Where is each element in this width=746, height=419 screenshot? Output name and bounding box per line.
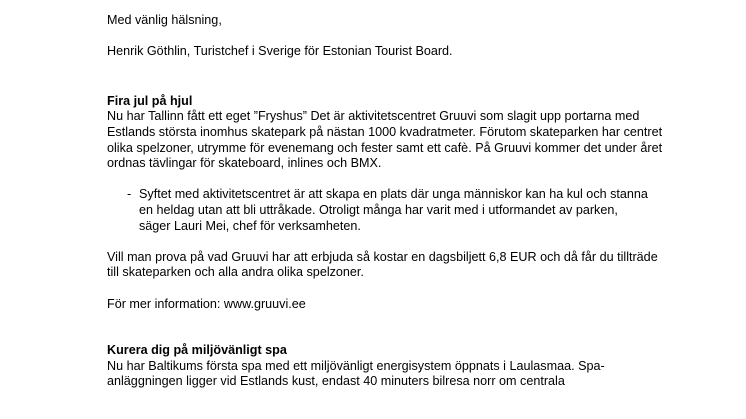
quote-bullet (107, 187, 649, 234)
signature-line: Henrik Göthlin, Turistchef i Sverige för Estonian Tourist Board. (107, 44, 453, 59)
section-heading-kurera: Kurera dig på miljövänligt spa (107, 343, 287, 358)
bullet-dash: - (127, 187, 132, 202)
section1-paragraph-2: Vill man prova på vad Gruuvi har att erbjuda så kostar en dagsbiljett 6,8 EUR och då får du tillträde till skateparken och alla andra olika spelzoner. (107, 249, 658, 280)
more-info-line: För mer information: www.gruuvi.ee (107, 296, 306, 311)
closing-greeting: Med vänlig hälsning, (107, 13, 222, 27)
section1-paragraph-1: Nu har Tallinn fått ett eget ”Fryshus” Det är aktivitetscentret Gruuvi som slagit upp portarna med Estlands största inomhus skatepark på nästan 1000 kvadratmeter. Förutom skateparken har centret olika spelzoner, utrymme för evenemang och fester samt ett cafè. På Gruuvi kommer det under året ordnas tävlingar för skateboard, inlines och BMX. (107, 109, 663, 171)
section2-paragraph-1: Nu har Baltikums första spa med ett miljövänligt energisystem öppnats i Laulasmaa. Spa-anläggningen ligger vid Estlands kust, endast 40 minuters bilresa norr om centrala (107, 358, 605, 389)
quote-bullet-text: Syftet med aktivitetscentret är att skapa en plats där unga människor kan ha kul och stanna en heldag utan att bli uttråkade. Otroligt många har varit med i utformandet av parken, säger Lauri Mei, chef för verksamheten. (139, 187, 648, 233)
document-page (107, 13, 667, 390)
section-heading-fira-jul: Fira jul på hjul (107, 93, 193, 108)
